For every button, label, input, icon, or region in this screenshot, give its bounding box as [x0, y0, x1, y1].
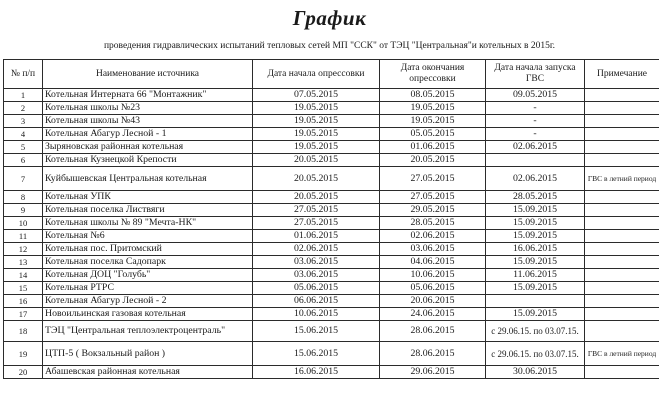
cell-note	[585, 243, 659, 256]
table-row	[4, 321, 659, 342]
table-header-row	[4, 60, 659, 89]
cell-start-date: 02.06.2015	[253, 243, 380, 256]
cell-end-date: 27.05.2015	[380, 167, 486, 191]
cell-start-date: 03.06.2015	[253, 269, 380, 282]
cell-note	[585, 204, 659, 217]
cell-note	[585, 256, 659, 269]
cell-note	[585, 366, 659, 379]
table-body	[4, 89, 659, 379]
cell-end-date: 20.05.2015	[380, 154, 486, 167]
document-title: График	[292, 6, 367, 30]
cell-start-date: 16.06.2015	[253, 366, 380, 379]
cell-gvs-date: 15.09.2015	[486, 308, 585, 321]
cell-start-date: 06.06.2015	[253, 295, 380, 308]
cell-source-name: ЦТП-5 ( Вокзальный район )	[43, 342, 253, 366]
table-row	[4, 89, 659, 102]
cell-source-name: Котельная школы № 89 "Мечта-НК"	[43, 217, 253, 230]
cell-note	[585, 115, 659, 128]
cell-source-name: Котельная Абагур Лесной - 2	[43, 295, 253, 308]
header-start-date: Дата начала опрессовки	[253, 60, 380, 89]
cell-gvs-date: 15.09.2015	[486, 256, 585, 269]
cell-end-date: 28.06.2015	[380, 342, 486, 366]
cell-source-name: Котельная Кузнецкой Крепости	[43, 154, 253, 167]
cell-row-number: 1	[4, 89, 43, 102]
cell-end-date: 29.06.2015	[380, 366, 486, 379]
cell-source-name: Новоильинская газовая котельная	[43, 308, 253, 321]
header-gvs-date: Дата начала запуска ГВС	[486, 60, 585, 89]
cell-end-date: 03.06.2015	[380, 243, 486, 256]
table-row	[4, 141, 659, 154]
cell-note	[585, 141, 659, 154]
document-subtitle: проведения гидравлических испытаний тепловых сетей МП "ССК" от ТЭЦ "Центральная"и котельных в 2015г.	[103, 41, 556, 51]
cell-row-number: 13	[4, 256, 43, 269]
cell-row-number: 9	[4, 204, 43, 217]
cell-start-date: 20.05.2015	[253, 154, 380, 167]
cell-row-number: 3	[4, 115, 43, 128]
cell-gvs-date: -	[486, 102, 585, 115]
table-row	[4, 102, 659, 115]
table-row	[4, 295, 659, 308]
cell-gvs-date: 30.06.2015	[486, 366, 585, 379]
cell-gvs-date: 02.06.2015	[486, 167, 585, 191]
cell-gvs-date: 02.06.2015	[486, 141, 585, 154]
cell-start-date: 01.06.2015	[253, 230, 380, 243]
cell-end-date: 08.05.2015	[380, 89, 486, 102]
cell-source-name: Котельная школы №43	[43, 115, 253, 128]
cell-end-date: 20.06.2015	[380, 295, 486, 308]
table-row	[4, 154, 659, 167]
cell-row-number: 17	[4, 308, 43, 321]
cell-source-name: Котельная школы №23	[43, 102, 253, 115]
cell-start-date: 19.05.2015	[253, 102, 380, 115]
table-row	[4, 366, 659, 379]
cell-note	[585, 295, 659, 308]
cell-source-name: Котельная Абагур Лесной - 1	[43, 128, 253, 141]
cell-row-number: 5	[4, 141, 43, 154]
table-row	[4, 282, 659, 295]
cell-row-number: 11	[4, 230, 43, 243]
cell-gvs-date: 11.06.2015	[486, 269, 585, 282]
header-num: № п/п	[4, 60, 43, 89]
cell-end-date: 01.06.2015	[380, 141, 486, 154]
cell-gvs-date: 15.09.2015	[486, 282, 585, 295]
table-row	[4, 191, 659, 204]
cell-start-date: 03.06.2015	[253, 256, 380, 269]
table-row	[4, 308, 659, 321]
cell-row-number: 2	[4, 102, 43, 115]
cell-start-date: 20.05.2015	[253, 167, 380, 191]
cell-note: ГВС в летний период	[585, 342, 659, 366]
cell-source-name: Котельная пос. Притомский	[43, 243, 253, 256]
table-row	[4, 256, 659, 269]
table-row	[4, 167, 659, 191]
table-row	[4, 128, 659, 141]
cell-end-date: 28.05.2015	[380, 217, 486, 230]
cell-row-number: 7	[4, 167, 43, 191]
cell-source-name: Абашевская районная котельная	[43, 366, 253, 379]
cell-end-date: 19.05.2015	[380, 102, 486, 115]
cell-gvs-date: с 29.06.15. по 03.07.15.	[486, 321, 585, 342]
cell-source-name: Котельная РТРС	[43, 282, 253, 295]
cell-row-number: 4	[4, 128, 43, 141]
header-note: Примечание	[585, 60, 659, 89]
cell-source-name: Куйбышевская Центральная котельная	[43, 167, 253, 191]
cell-note	[585, 308, 659, 321]
cell-source-name: Зыряновская районная котельная	[43, 141, 253, 154]
cell-end-date: 19.05.2015	[380, 115, 486, 128]
cell-start-date: 19.05.2015	[253, 128, 380, 141]
cell-gvs-date: -	[486, 115, 585, 128]
cell-gvs-date: 28.05.2015	[486, 191, 585, 204]
table-row	[4, 230, 659, 243]
cell-gvs-date: 09.05.2015	[486, 89, 585, 102]
cell-note	[585, 102, 659, 115]
cell-start-date: 19.05.2015	[253, 141, 380, 154]
cell-source-name: Котельная №6	[43, 230, 253, 243]
cell-note	[585, 154, 659, 167]
cell-note	[585, 230, 659, 243]
cell-note	[585, 89, 659, 102]
table-row	[4, 342, 659, 366]
cell-start-date: 05.06.2015	[253, 282, 380, 295]
header-source-name: Наименование источника	[43, 60, 253, 89]
cell-end-date: 27.05.2015	[380, 191, 486, 204]
cell-start-date: 07.05.2015	[253, 89, 380, 102]
cell-start-date: 19.05.2015	[253, 115, 380, 128]
cell-end-date: 05.06.2015	[380, 282, 486, 295]
cell-start-date: 27.05.2015	[253, 204, 380, 217]
cell-note: ГВС в летний период	[585, 167, 659, 191]
cell-gvs-date: 15.09.2015	[486, 217, 585, 230]
cell-row-number: 15	[4, 282, 43, 295]
cell-note	[585, 217, 659, 230]
cell-start-date: 15.06.2015	[253, 342, 380, 366]
cell-end-date: 29.05.2015	[380, 204, 486, 217]
cell-source-name: Котельная ДОЦ "Голубь"	[43, 269, 253, 282]
cell-end-date: 05.05.2015	[380, 128, 486, 141]
cell-note	[585, 282, 659, 295]
cell-end-date: 10.06.2015	[380, 269, 486, 282]
table-row	[4, 115, 659, 128]
cell-source-name: Котельная Интерната 66 "Монтажник"	[43, 89, 253, 102]
cell-row-number: 19	[4, 342, 43, 366]
cell-start-date: 27.05.2015	[253, 217, 380, 230]
cell-source-name: ТЭЦ "Центральная теплоэлектроцентраль"	[43, 321, 253, 342]
cell-row-number: 6	[4, 154, 43, 167]
cell-row-number: 12	[4, 243, 43, 256]
header-end-date: Дата окончания опрессовки	[380, 60, 486, 89]
cell-note	[585, 128, 659, 141]
cell-row-number: 10	[4, 217, 43, 230]
cell-gvs-date	[486, 295, 585, 308]
cell-end-date: 28.06.2015	[380, 321, 486, 342]
cell-source-name: Котельная поселка Листвяги	[43, 204, 253, 217]
cell-start-date: 20.05.2015	[253, 191, 380, 204]
cell-start-date: 10.06.2015	[253, 308, 380, 321]
cell-gvs-date: 15.09.2015	[486, 230, 585, 243]
cell-row-number: 14	[4, 269, 43, 282]
cell-end-date: 04.06.2015	[380, 256, 486, 269]
cell-note	[585, 321, 659, 342]
cell-gvs-date: 16.06.2015	[486, 243, 585, 256]
cell-gvs-date: с 29.06.15. по 03.07.15.	[486, 342, 585, 366]
cell-note	[585, 269, 659, 282]
cell-end-date: 24.06.2015	[380, 308, 486, 321]
cell-gvs-date: 15.09.2015	[486, 204, 585, 217]
cell-end-date: 02.06.2015	[380, 230, 486, 243]
cell-row-number: 16	[4, 295, 43, 308]
cell-row-number: 18	[4, 321, 43, 342]
cell-gvs-date: -	[486, 128, 585, 141]
cell-note	[585, 191, 659, 204]
schedule-table	[3, 59, 659, 379]
cell-source-name: Котельная УПК	[43, 191, 253, 204]
table-row	[4, 269, 659, 282]
cell-row-number: 20	[4, 366, 43, 379]
cell-row-number: 8	[4, 191, 43, 204]
cell-start-date: 15.06.2015	[253, 321, 380, 342]
table-row	[4, 204, 659, 217]
cell-gvs-date	[486, 154, 585, 167]
table-row	[4, 217, 659, 230]
cell-source-name: Котельная поселка Садопарк	[43, 256, 253, 269]
table-row	[4, 243, 659, 256]
